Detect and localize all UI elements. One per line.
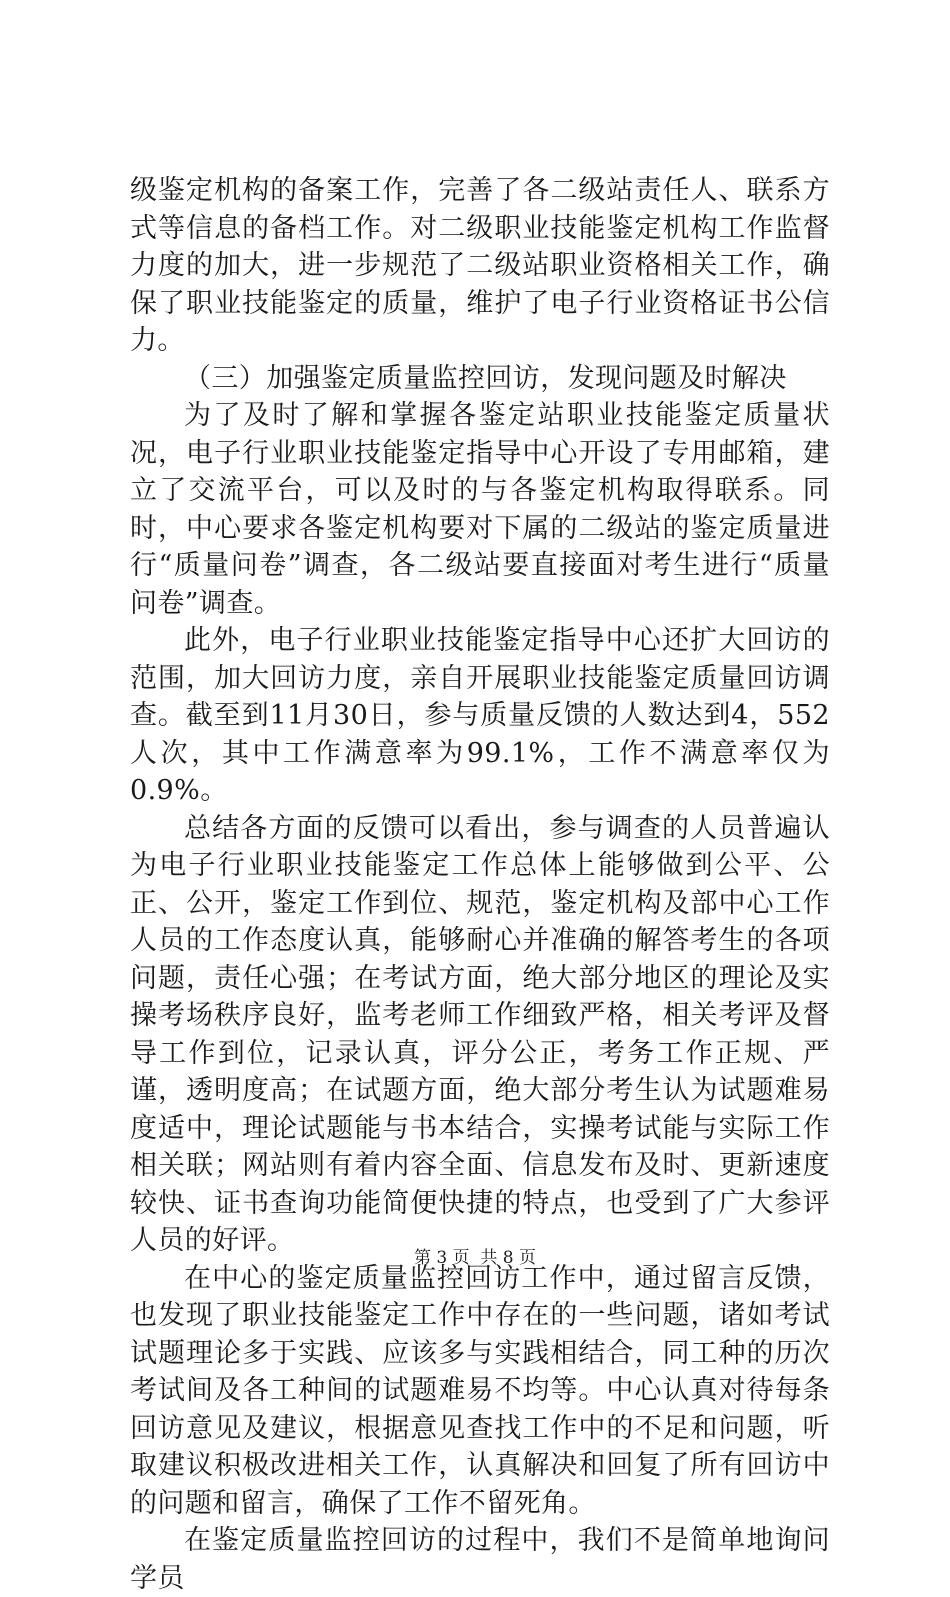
paragraph-continued: 级鉴定机构的备案工作，完善了各二级站责任人、联系方式等信息的备档工作。对二级职业技能鉴定机构工作监督力度的加大，进一步规范了二级站职业资格相关工作，确保了职业技能鉴定的质量，维护了电子行业资格证书公信力。 [130,175,830,356]
paragraph: 在鉴定质量监控回访的过程中，我们不是简单地询问学员 [130,1525,830,1594]
paragraph: 为了及时了解和掌握各鉴定站职业技能鉴定质量状况，电子行业职业技能鉴定指导中心开设了专用邮箱，建立了交流平台，可以及时的与各鉴定机构取得联系。同时，中心要求各鉴定机构要对下属的二级站的鉴定质量进行“质量问卷”调查，各二级站要直接面对考生进行“质量问卷”调查。 [130,400,830,619]
page-footer: 第 3 页 共 8 页 [413,1248,537,1268]
paragraph: 此外，电子行业职业技能鉴定指导中心还扩大回访的范围，加大回访力度，亲自开展职业技能鉴定质量回访调查。截至到11月30日，参与质量反馈的人数达到4，552人次，其中工作满意率为99.1%，工作不满意率仅为0.9%。 [130,625,830,806]
paragraph: 总结各方面的反馈可以看出，参与调查的人员普遍认为电子行业职业技能鉴定工作总体上能够做到公平、公正、公开，鉴定工作到位、规范，鉴定机构及部中心工作人员的工作态度认真，能够耐心并准确的解答考生的各项问题，责任心强；在考试方面，绝大部分地区的理论及实操考场秩序良好，监考老师工作细致严格，相关考评及督导工作到位，记录认真，评分公正，考务工作正规、严谨，透明度高；在试题方面，绝大部分考生认为试题难易度适中，理论试题能与书本结合，实操考试能与实际工作相关联；网站则有着内容全面、信息发布及时、更新速度较快、证书查询功能简便快捷的特点，也受到了广大参评人员的好评。 [130,812,830,1256]
section-heading: （三）加强鉴定质量监控回访，发现问题及时解决 [184,362,787,394]
paragraph: 在中心的鉴定质量监控回访工作中，通过留言反馈，也发现了职业技能鉴定工作中存在的一些问题，诸如考试试题理论多于实践、应该多与实践相结合，同工种的历次考试间及各工种间的试题难易不均等。中心认真对待每条回访意见及建议，根据意见查找工作中的不足和问题，听取建议积极改进相关工作，认真解决和回复了所有回访中的问题和留言，确保了工作不留死角。 [130,1262,830,1519]
document-body [130,172,830,1597]
